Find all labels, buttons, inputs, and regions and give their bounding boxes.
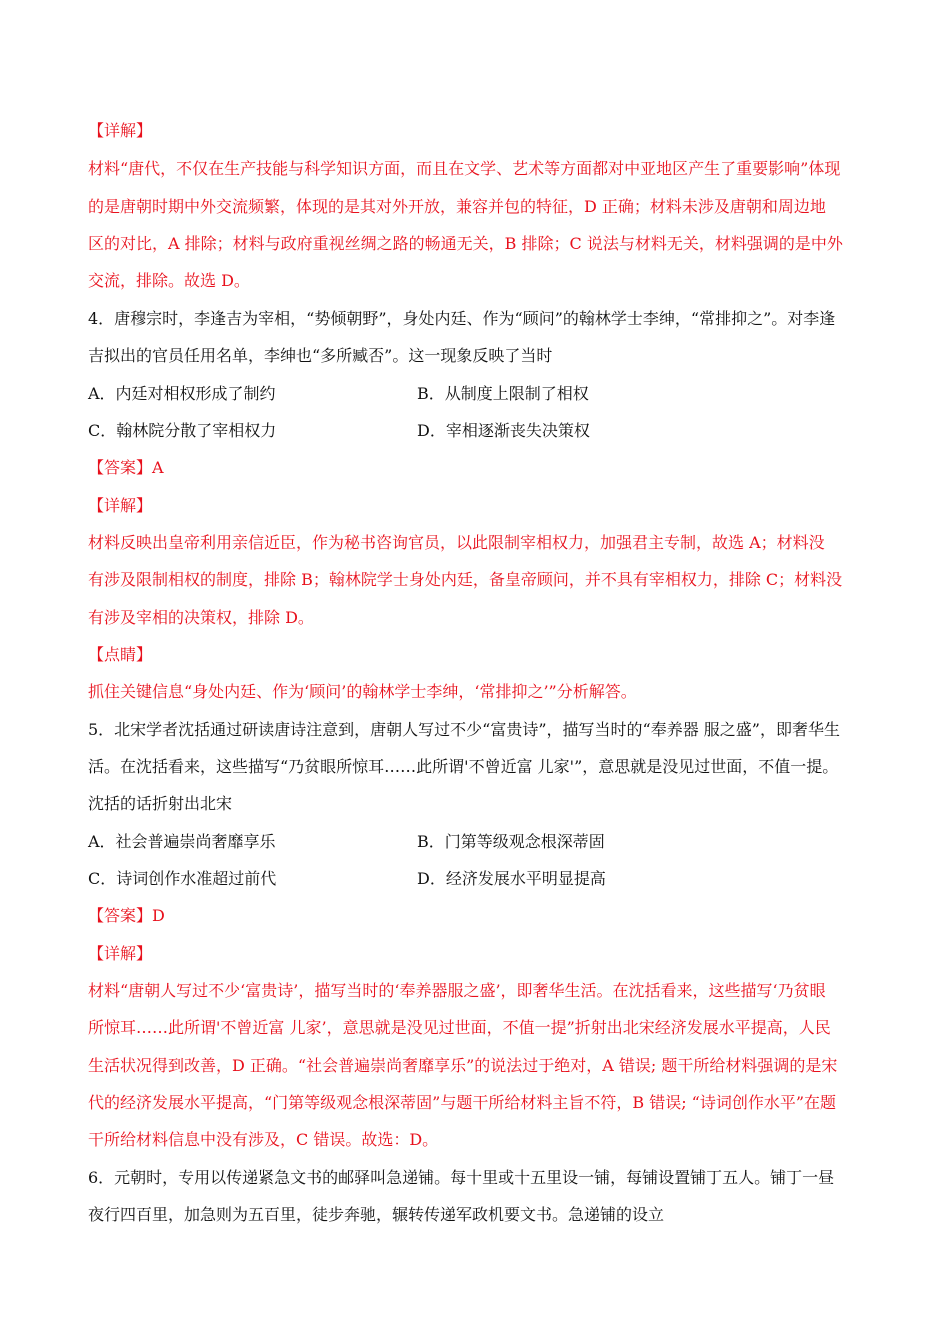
q4-answer bbox=[88, 457, 868, 479]
q4-answer-tag: 【答案】 bbox=[88, 458, 153, 477]
q5-option-d: D．经济发展水平明显提高 bbox=[417, 869, 606, 888]
q5-detail-line: 材料“唐朝人写过不少‘富贵诗’，描写当时的‘奉养器服之盛’，即奢华生活。在沈括看来，这些描写‘乃贫眼 bbox=[88, 981, 826, 1000]
q6-stem-line: 6．元朝时，专用以传递紧急文书的邮驿叫急递铺。每十里或十五里设一铺，每铺设置铺丁五人。铺丁一昼 bbox=[88, 1168, 835, 1187]
q4-detail-line: 有涉及限制相权的制度，排除 B；翰林院学士身处内廷，备皇帝顾问，并不具有宰相权力，排除 C；材料没 bbox=[88, 570, 843, 589]
q5-option-b: B．门第等级观念根深蒂固 bbox=[417, 832, 605, 851]
q4-detail-line: 材料反映出皇帝利用亲信近臣，作为秘书咨询官员，以此限制宰相权力，加强君主专制，故选 A；材料没 bbox=[88, 533, 825, 552]
q5-detail-line: 所惊耳……此所谓'不曾近富 儿家’，意思就是没见过世面，不值一提”折射出北宋经济发展水平提高，人民 bbox=[88, 1018, 831, 1037]
q5-detail-line: 生活状况得到改善，D 正确。“社会普遍崇尚奢靡享乐”的说法过于绝对，A 错误; 题干所给材料强调的是宋 bbox=[88, 1056, 838, 1075]
q5-stem-line: 沈括的话折射出北宋 bbox=[88, 794, 233, 813]
q4-answer-value: A bbox=[152, 458, 164, 477]
q4-option-d: D．宰相逐渐丧失决策权 bbox=[417, 421, 590, 440]
q5-detail-line: 干所给材料信息中没有涉及，C 错误。故选：D。 bbox=[88, 1130, 439, 1149]
q5-detail-tag: 【详解】 bbox=[88, 944, 153, 963]
q5-option-a: A．社会普遍崇尚奢靡享乐 bbox=[88, 832, 276, 851]
q5-stem-line: 5．北宋学者沈括通过研读唐诗注意到，唐朝人写过不少“富贵诗”，描写当时的“奉养器 服之盛”，即奢华生 bbox=[88, 720, 840, 739]
q4-option-a: A．内廷对相权形成了制约 bbox=[88, 384, 276, 403]
q6-stem-line: 夜行四百里，加急则为五百里，徒步奔驰，辗转传递军政机要文书。急递铺的设立 bbox=[88, 1205, 665, 1224]
q5-option-c: C．诗词创作水准超过前代 bbox=[88, 869, 277, 888]
q3-detail-line: 交流，排除。故选 D。 bbox=[88, 271, 250, 290]
q3-detail-tag: 【详解】 bbox=[88, 121, 153, 140]
q4-detail-tag: 【详解】 bbox=[88, 496, 153, 515]
q4-point-line: 抓住关键信息“身处内廷、作为‘顾问’的翰林学士李绅，‘常排抑之’”分析解答。 bbox=[88, 682, 637, 701]
q5-answer-value: D bbox=[152, 906, 165, 925]
q5-answer bbox=[88, 905, 868, 927]
q4-detail-line: 有涉及宰相的决策权，排除 D。 bbox=[88, 608, 314, 627]
q5-detail-line: 代的经济发展水平提高，“门第等级观念根深蒂固”与题干所给材料主旨不符，B 错误; “诗词创作水平”在题 bbox=[88, 1093, 837, 1112]
q3-detail-line: 的是唐朝时期中外交流频繁，体现的是其对外开放，兼容并包的特征，D 正确；材料未涉及唐朝和周边地 bbox=[88, 197, 826, 216]
q4-option-b: B．从制度上限制了相权 bbox=[417, 384, 589, 403]
q3-detail-line: 材料“唐代，不仅在生产技能与科学知识方面，而且在文学、艺术等方面都对中亚地区产生了重要影响”体现 bbox=[88, 159, 841, 178]
q4-stem-line: 4．唐穆宗时，李逢吉为宰相，“势倾朝野”，身处内廷、作为“顾问”的翰林学士李绅，“常排抑之”。对李逢 bbox=[88, 309, 836, 328]
q4-option-c: C．翰林院分散了宰相权力 bbox=[88, 421, 277, 440]
q4-stem-line: 吉拟出的官员任用名单，李绅也“多所臧否”。这一现象反映了当时 bbox=[88, 346, 553, 365]
q4-point-tag: 【点睛】 bbox=[88, 645, 153, 664]
q5-answer-tag: 【答案】 bbox=[88, 906, 153, 925]
q5-stem-line: 活。在沈括看来，这些描写“乃贫眼所惊耳……此所谓'不曾近富 儿家'”，意思就是没见过世面，不值一提。 bbox=[88, 757, 839, 776]
q3-detail-line: 区的对比，A 排除；材料与政府重视丝绸之路的畅通无关，B 排除；C 说法与材料无关，材料强调的是中外 bbox=[88, 234, 843, 253]
